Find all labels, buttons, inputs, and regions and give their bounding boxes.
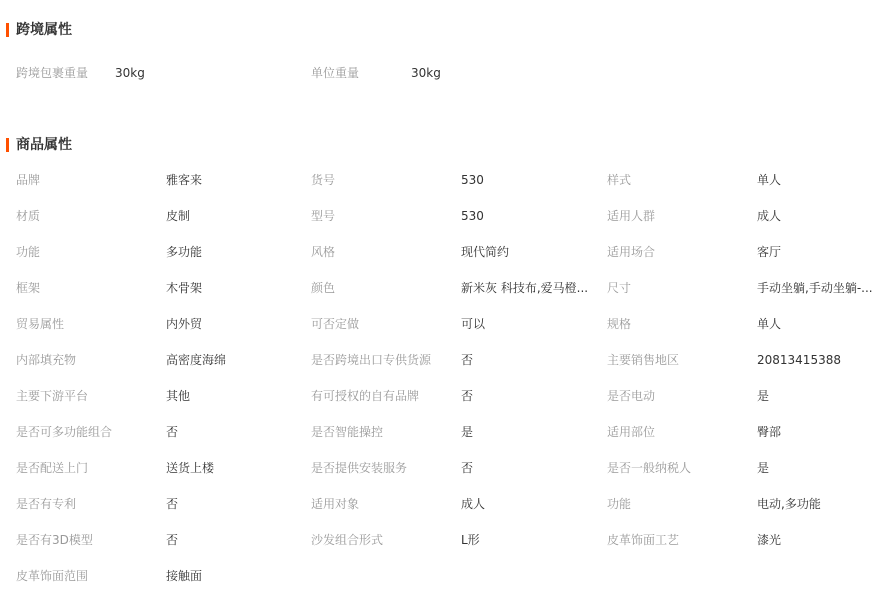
attr-name: 内部填充物	[16, 353, 77, 367]
table-row	[0, 494, 895, 514]
attr-name: 皮革饰面范围	[16, 569, 89, 583]
table-row	[0, 422, 895, 442]
attr-value: 其他	[166, 389, 191, 403]
product-section-title	[6, 137, 72, 153]
attr-name: 适用人群	[607, 209, 656, 223]
attr-value: 成人	[757, 209, 782, 223]
attr-name: 贸易属性	[16, 317, 65, 331]
attr-value: 530	[461, 173, 484, 187]
attr-name: 颜色	[311, 281, 336, 295]
attr-value: 可以	[461, 317, 486, 331]
attr-name: 是否有3D模型	[16, 533, 93, 547]
section-accent-bar	[6, 23, 9, 37]
attr-name: 单位重量	[311, 66, 360, 80]
attr-name: 是否电动	[607, 389, 656, 403]
table-row	[0, 242, 895, 262]
attr-name: 是否有专利	[16, 497, 77, 511]
attr-value: 单人	[757, 173, 782, 187]
attr-value: 否	[166, 533, 179, 547]
attr-value: 是	[757, 461, 770, 475]
attr-value: 是	[757, 389, 770, 403]
attr-value: 新米灰 科技布,爱马橙...	[461, 281, 589, 295]
attr-value: 否	[461, 389, 474, 403]
table-row	[0, 530, 895, 550]
attr-name: 是否智能操控	[311, 425, 384, 439]
attr-name: 皮革饰面工艺	[607, 533, 680, 547]
table-row	[0, 566, 895, 586]
attr-value: L形	[461, 533, 480, 547]
attr-value: 雅客来	[166, 173, 203, 187]
attr-name: 品牌	[16, 173, 41, 187]
attr-name: 适用对象	[311, 497, 360, 511]
attr-value: 漆光	[757, 533, 782, 547]
table-row	[0, 458, 895, 478]
cross-border-title-text: 跨境属性	[16, 22, 72, 38]
attr-name: 功能	[607, 497, 632, 511]
attr-name: 沙发组合形式	[311, 533, 384, 547]
attr-name: 型号	[311, 209, 336, 223]
attr-value: 皮制	[166, 209, 191, 223]
section-accent-bar	[6, 138, 9, 152]
attr-value: 20813415388	[757, 353, 841, 367]
table-row	[0, 386, 895, 406]
attr-name: 可否定做	[311, 317, 360, 331]
attr-name: 是否可多功能组合	[16, 425, 113, 439]
attr-value: 单人	[757, 317, 782, 331]
attr-value: 现代简约	[461, 245, 510, 259]
attr-value: 木骨架	[166, 281, 203, 295]
attr-name: 主要销售地区	[607, 353, 680, 367]
attr-name: 货号	[311, 173, 336, 187]
table-row	[0, 350, 895, 370]
attr-value: 内外贸	[166, 317, 203, 331]
table-row	[0, 314, 895, 334]
table-row	[0, 206, 895, 226]
attr-name: 是否跨境出口专供货源	[311, 353, 432, 367]
table-row	[0, 278, 895, 298]
attr-name: 是否提供安装服务	[311, 461, 408, 475]
attr-value: 30kg	[115, 66, 145, 80]
attr-value: 530	[461, 209, 484, 223]
attr-name: 样式	[607, 173, 632, 187]
attr-name: 风格	[311, 245, 336, 259]
attr-value: 高密度海绵	[166, 353, 227, 367]
attr-value: 送货上楼	[166, 461, 215, 475]
attr-name: 框架	[16, 281, 41, 295]
attr-name: 有可授权的自有品牌	[311, 389, 420, 403]
attr-value: 否	[461, 461, 474, 475]
attr-value: 是	[461, 425, 474, 439]
attr-name: 是否一般纳税人	[607, 461, 692, 475]
attr-value: 否	[166, 497, 179, 511]
product-title-text: 商品属性	[16, 137, 72, 153]
attr-name: 是否配送上门	[16, 461, 89, 475]
attr-name: 适用场合	[607, 245, 656, 259]
attr-value: 电动,多功能	[757, 497, 821, 511]
attr-name: 适用部位	[607, 425, 656, 439]
attr-value: 30kg	[411, 66, 441, 80]
attr-name: 功能	[16, 245, 41, 259]
attr-value: 否	[166, 425, 179, 439]
table-row	[0, 170, 895, 190]
attr-value: 手动坐躺,手动坐躺-...	[757, 281, 873, 295]
attr-value: 臀部	[757, 425, 782, 439]
attr-name: 材质	[16, 209, 41, 223]
cross-border-section-title	[6, 22, 72, 38]
attr-value: 客厅	[757, 245, 782, 259]
cross-border-row	[0, 63, 895, 83]
attr-value: 成人	[461, 497, 486, 511]
attr-name: 主要下游平台	[16, 389, 89, 403]
attr-value: 接触面	[166, 569, 203, 583]
attr-name: 尺寸	[607, 281, 632, 295]
attr-value: 否	[461, 353, 474, 367]
attr-name: 跨境包裹重量	[16, 66, 89, 80]
attr-name: 规格	[607, 317, 632, 331]
attr-value: 多功能	[166, 245, 203, 259]
